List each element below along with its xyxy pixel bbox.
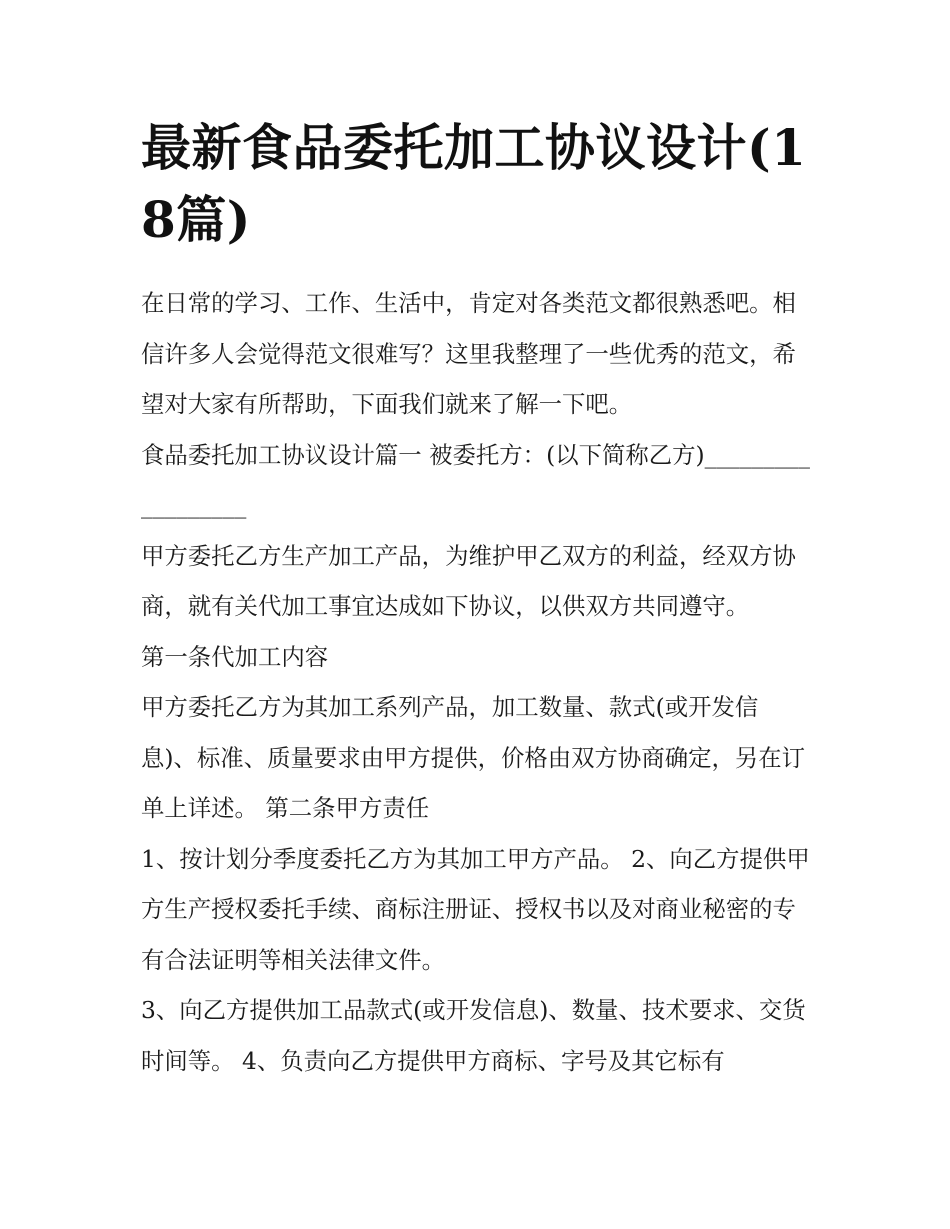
- section-heading-paragraph: 食品委托加工协议设计篇一 被委托方：(以下简称乙方)__________________: [141, 440, 810, 519]
- article-one-heading: 第一条代加工内容: [141, 642, 329, 671]
- document-body: [141, 278, 811, 1086]
- agreement-purpose-paragraph: 甲方委托乙方生产加工产品，为维护甲乙双方的利益，经双方协商，就有关代加工事宜达成如下协议，以供双方共同遵守。: [141, 541, 796, 620]
- party-a-duties-paragraph-1: 1、按计划分季度委托乙方为其加工甲方产品。 2、向乙方提供甲方生产授权委托手续、商标注册证、授权书以及对商业秘密的专有合法证明等相关法律文件。: [141, 844, 810, 974]
- document-page: [141, 112, 811, 1086]
- party-a-duties-paragraph-2: 3、向乙方提供加工品款式(或开发信息)、数量、技术要求、交货时间等。 4、负责向乙方提供甲方商标、字号及其它标有: [141, 996, 806, 1075]
- intro-paragraph: 在日常的学习、工作、生活中，肯定对各类范文都很熟悉吧。相信许多人会觉得范文很难写？这里我整理了一些优秀的范文，希望对大家有所帮助，下面我们就来了解一下吧。: [141, 289, 796, 418]
- article-one-paragraph: 甲方委托乙方为其加工系列产品，加工数量、款式(或开发信息)、标准、质量要求由甲方提供，价格由双方协商确定，另在订单上详述。 第二条甲方责任: [141, 693, 806, 822]
- document-title: 最新食品委托加工协议设计(18篇): [141, 118, 807, 249]
